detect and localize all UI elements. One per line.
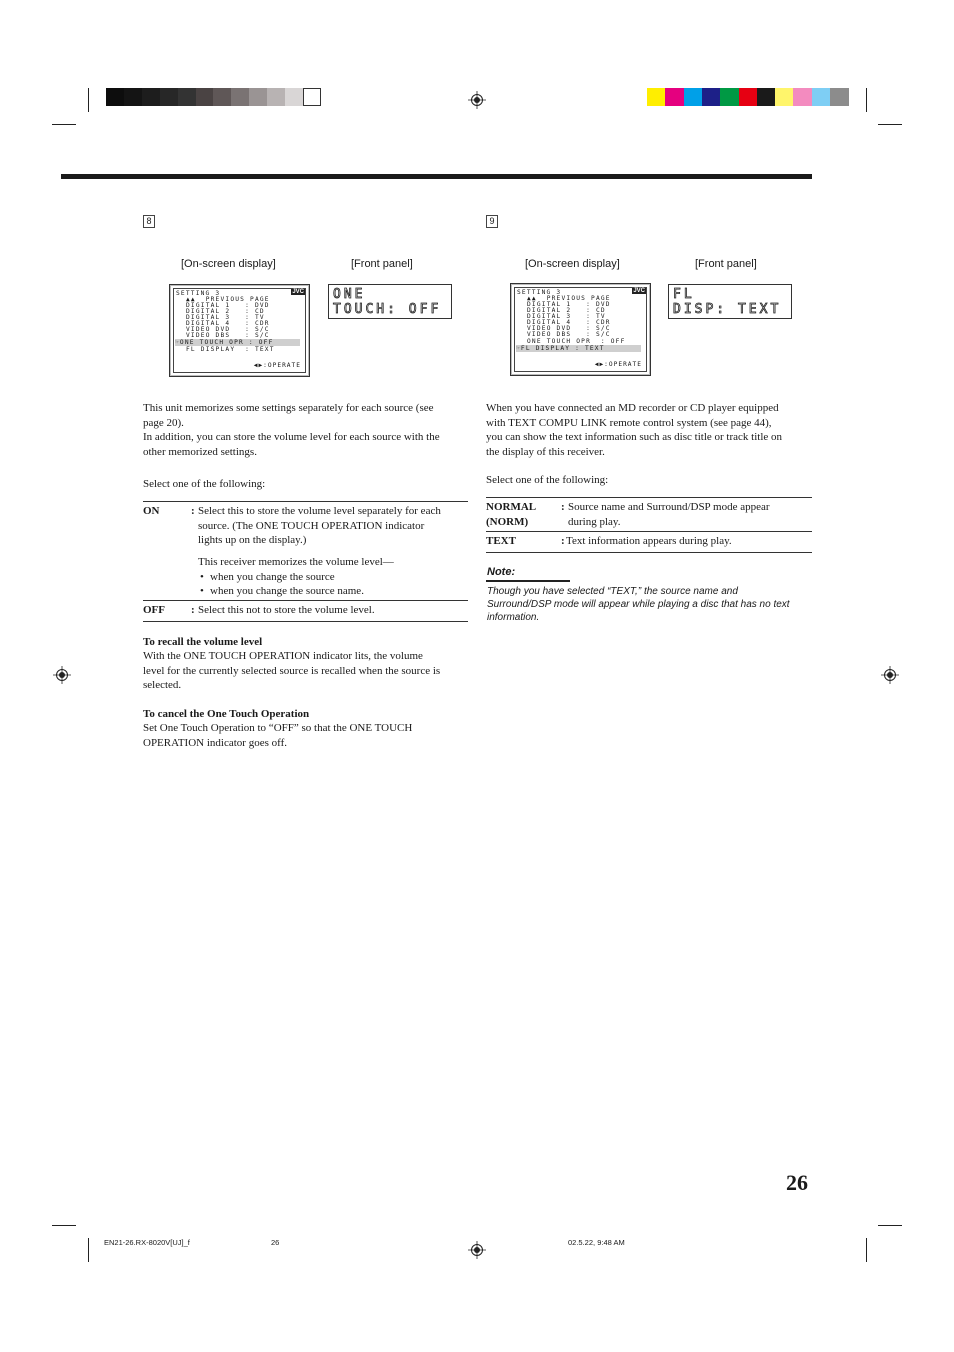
text-line: Source name and Surround/DSP mode appear xyxy=(568,501,770,513)
osd-line: DIGITAL 3 : TV xyxy=(527,313,606,320)
table-rule xyxy=(143,501,468,502)
registration-mark-icon xyxy=(881,666,899,684)
text-line: OPERATION indicator goes off. xyxy=(143,736,287,749)
text-line: In addition, you can store the volume level for each source with the xyxy=(143,431,440,443)
calibration-swatch xyxy=(775,88,794,106)
calibration-swatch xyxy=(684,88,703,106)
osd-line-selected: ☞FL DISPLAY : TEXT xyxy=(516,345,641,352)
option-key-on: ON xyxy=(143,505,160,517)
text-line: the display of this receiver. xyxy=(486,445,605,458)
header-rule xyxy=(61,174,812,179)
text-line: information. xyxy=(487,612,540,623)
option-desc-normal xyxy=(568,500,812,529)
calibration-swatch xyxy=(160,88,178,106)
option-colon: : xyxy=(191,604,195,616)
crop-mark xyxy=(88,1238,89,1262)
osd-line: DIGITAL 1 : DVD xyxy=(186,302,270,309)
option-key-text: TEXT xyxy=(486,535,516,547)
table-rule xyxy=(486,552,812,553)
calibration-swatch xyxy=(720,88,739,106)
option-key-normal xyxy=(486,500,536,529)
recall-paragraph xyxy=(143,649,473,693)
front-panel-caption: [Front panel] xyxy=(351,258,413,270)
calibration-swatch xyxy=(213,88,231,106)
bullet-item: • when you change the source xyxy=(200,570,335,583)
registration-mark-icon xyxy=(468,91,486,109)
crop-mark xyxy=(878,1225,902,1226)
osd-line: DIGITAL 4 : CDR xyxy=(527,319,611,326)
calibration-swatch xyxy=(303,88,321,106)
note-rule xyxy=(486,580,570,582)
text-line: during play. xyxy=(568,515,621,528)
text-line: page 20). xyxy=(143,416,184,429)
text-line: source. (The ONE TOUCH OPERATION indicator xyxy=(198,519,425,532)
calibration-swatch xyxy=(830,88,849,106)
calibration-swatch xyxy=(739,88,758,106)
text-line: selected. xyxy=(143,679,182,691)
intro-paragraph xyxy=(486,401,816,459)
text-line: With the ONE TOUCH OPERATION indicator lits, the volume xyxy=(143,650,423,662)
front-panel-line-1: FL xyxy=(673,287,695,302)
front-panel-line-2: DISP: TEXT xyxy=(673,302,782,317)
bullet-text: when you change the source xyxy=(210,570,335,583)
osd-operate-hint: ◀▶:OPERATE xyxy=(594,361,642,368)
option-desc-text: Text information appears during play. xyxy=(566,535,732,547)
front-panel-display xyxy=(328,284,452,319)
calibration-swatch xyxy=(196,88,214,106)
calibration-swatch xyxy=(249,88,267,106)
on-screen-display xyxy=(169,284,310,377)
text-line: other memorized settings. xyxy=(143,445,257,458)
text-line: When you have connected an MD recorder or CD player equipped xyxy=(486,402,779,414)
text-line: Set One Touch Operation to “OFF” so that the ONE TOUCH xyxy=(143,722,413,734)
text-line: with TEXT COMPU LINK remote control system (see page 44), xyxy=(486,416,772,429)
calibration-swatch xyxy=(124,88,142,106)
calibration-swatch xyxy=(178,88,196,106)
table-rule xyxy=(143,621,468,622)
option-colon: : xyxy=(191,505,195,517)
crop-mark xyxy=(52,124,76,125)
option-colon: : xyxy=(561,501,565,513)
text-line: This receiver memorizes the volume level— xyxy=(198,556,394,568)
osd-line: VIDEO DBS : S/C xyxy=(527,331,611,338)
crop-mark xyxy=(88,88,89,112)
note-heading: Note: xyxy=(487,566,516,578)
crop-mark xyxy=(866,1238,867,1262)
registration-mark-icon xyxy=(53,666,71,684)
front-panel-line-2: TOUCH: OFF xyxy=(333,302,442,317)
footer-date: 02.5.22, 9:48 AM xyxy=(568,1238,625,1247)
footer-filename: EN21-26.RX-8020V[UJ]_f xyxy=(104,1238,190,1247)
bullet-text: when you change the source name. xyxy=(210,585,364,597)
jvc-logo: JVC xyxy=(633,288,645,294)
option-key-line: (NORM) xyxy=(486,515,529,528)
footer-page: 26 xyxy=(271,1238,280,1247)
text-line: level for the currently selected source is recalled when the source is xyxy=(143,664,441,677)
select-instruction: Select one of the following: xyxy=(143,478,266,490)
select-instruction: Select one of the following: xyxy=(486,474,609,486)
table-rule xyxy=(143,600,468,601)
osd-title: SETTING 3 xyxy=(176,290,221,297)
osd-title: SETTING 3 xyxy=(517,289,562,296)
cancel-heading: To cancel the One Touch Operation xyxy=(143,708,310,720)
text-line: lights up on the display.) xyxy=(198,534,307,546)
osd-line: DIGITAL 2 : CD xyxy=(186,308,265,315)
on-extra-info xyxy=(198,555,468,599)
text-line: This unit memorizes some settings separately for each source (see xyxy=(143,402,434,414)
osd-line: VIDEO DVD : S/C xyxy=(527,325,611,332)
step-number: 8 xyxy=(143,215,155,228)
text-line: Surround/DSP mode will appear while playing a disc that has no text xyxy=(487,599,790,610)
crop-mark xyxy=(52,1225,76,1226)
osd-line: FL DISPLAY : TEXT xyxy=(186,346,275,353)
osd-operate-hint: ◀▶:OPERATE xyxy=(253,362,301,369)
page-number: 26 xyxy=(786,1170,808,1195)
osd-line: VIDEO DVD : S/C xyxy=(186,326,270,333)
osd-line: DIGITAL 2 : CD xyxy=(527,307,606,314)
calibration-swatch xyxy=(757,88,776,106)
step-number: 9 xyxy=(486,215,498,228)
front-panel-line-1: ONE xyxy=(333,287,366,302)
bullet-item: • when you change the source name. xyxy=(200,585,364,597)
osd-line-selected: ☞ONE TOUCH OPR : OFF xyxy=(175,339,300,346)
osd-line: DIGITAL 4 : CDR xyxy=(186,320,270,327)
on-screen-display xyxy=(510,283,651,376)
calibration-swatch xyxy=(812,88,831,106)
option-desc-off: Select this not to store the volume level. xyxy=(198,604,375,616)
calibration-swatch xyxy=(647,88,666,106)
text-line: Though you have selected “TEXT,” the source name and xyxy=(487,586,738,597)
calibration-swatch xyxy=(793,88,812,106)
intro-paragraph xyxy=(143,401,473,459)
osd-line: ▲▲ PREVIOUS PAGE xyxy=(186,296,270,303)
osd-line: DIGITAL 1 : DVD xyxy=(527,301,611,308)
calibration-swatch xyxy=(142,88,160,106)
osd-caption: [On-screen display] xyxy=(525,258,620,270)
osd-caption: [On-screen display] xyxy=(181,258,276,270)
osd-line: DIGITAL 3 : TV xyxy=(186,314,265,321)
table-rule xyxy=(486,497,812,498)
table-rule xyxy=(486,531,812,532)
calibration-swatch xyxy=(702,88,721,106)
front-panel-caption: [Front panel] xyxy=(695,258,757,270)
osd-line: ▲▲ PREVIOUS PAGE xyxy=(527,295,611,302)
text-line: you can show the text information such as disc title or track title on xyxy=(486,431,783,443)
calibration-swatch xyxy=(106,88,124,106)
text-line: Select this to store the volume level separately for each xyxy=(198,505,441,517)
osd-line: ONE TOUCH OPR : OFF xyxy=(527,338,626,345)
calibration-swatch xyxy=(231,88,249,106)
crop-mark xyxy=(878,124,902,125)
front-panel-display xyxy=(668,284,792,319)
cancel-paragraph xyxy=(143,721,473,750)
option-colon: : xyxy=(561,535,565,547)
calibration-swatch xyxy=(267,88,285,106)
jvc-logo: JVC xyxy=(292,289,304,295)
recall-heading: To recall the volume level xyxy=(143,636,263,648)
crop-mark xyxy=(866,88,867,112)
note-paragraph xyxy=(487,585,817,624)
registration-mark-icon xyxy=(468,1241,486,1259)
calibration-swatch xyxy=(665,88,684,106)
calibration-swatch xyxy=(285,88,303,106)
option-key-off: OFF xyxy=(143,604,165,616)
option-key-line: NORMAL xyxy=(486,501,537,513)
option-desc-on xyxy=(198,504,468,548)
osd-line: VIDEO DBS : S/C xyxy=(186,332,270,339)
